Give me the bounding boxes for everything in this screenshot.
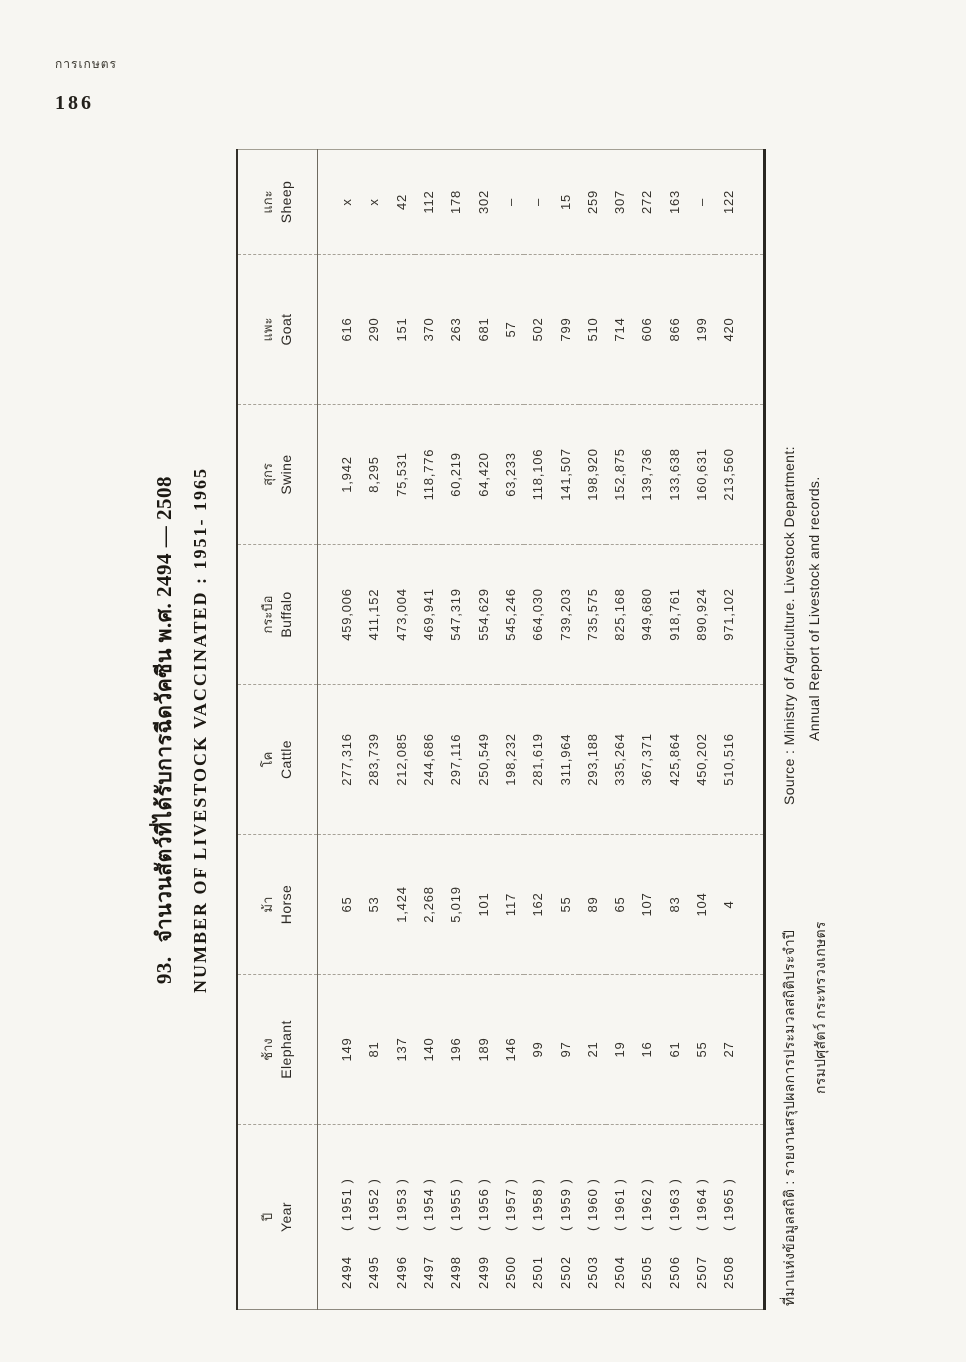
goat-value: 57 <box>497 255 524 405</box>
elephant-value: 16 <box>633 975 660 1125</box>
livestock-vaccination-table <box>236 149 766 1310</box>
column-header-year <box>237 1125 318 1310</box>
table-row-2504 <box>606 150 633 1310</box>
year-cell <box>633 1125 660 1310</box>
sheep-value: 15 <box>551 150 578 255</box>
goat-value: 616 <box>318 255 361 405</box>
year-gregorian: ( 1963 ) <box>666 1178 682 1231</box>
cattle-value: 510,516 <box>715 685 765 835</box>
cattle-value: 450,202 <box>688 685 715 835</box>
year-cell <box>715 1125 765 1310</box>
year-buddhist: 2500 <box>502 1256 518 1289</box>
year-buddhist: 2504 <box>612 1256 628 1289</box>
elephant-value: 140 <box>415 975 442 1125</box>
swine-value: 75,531 <box>388 405 415 545</box>
table-row-2507 <box>688 150 715 1310</box>
cattle-value: 244,686 <box>415 685 442 835</box>
buffalo-value: 411,152 <box>360 545 387 685</box>
horse-value: 107 <box>633 835 660 975</box>
column-header-thai: กระบือ <box>260 595 275 634</box>
cattle-value: 425,864 <box>661 685 688 835</box>
horse-value: 101 <box>469 835 496 975</box>
column-header-horse <box>237 835 318 975</box>
goat-value: 151 <box>388 255 415 405</box>
horse-value: 65 <box>606 835 633 975</box>
column-header-english: Horse <box>278 884 294 925</box>
cattle-value: 250,549 <box>469 685 496 835</box>
column-header-english: Buffalo <box>278 591 294 638</box>
column-header-buffalo <box>237 545 318 685</box>
elephant-value: 61 <box>661 975 688 1125</box>
cattle-value: 311,964 <box>551 685 578 835</box>
swine-value: 118,106 <box>524 405 551 545</box>
year-cell <box>579 1125 606 1310</box>
goat-value: 799 <box>551 255 578 405</box>
sheep-value: 178 <box>442 150 469 255</box>
sheep-value: – <box>688 150 715 255</box>
sheep-value: 272 <box>633 150 660 255</box>
year-gregorian: ( 1956 ) <box>475 1178 491 1231</box>
table-number: 93. <box>152 956 176 985</box>
goat-value: 714 <box>606 255 633 405</box>
horse-value: 1,424 <box>388 835 415 975</box>
goat-value: 370 <box>415 255 442 405</box>
table-footnotes <box>779 150 843 1310</box>
table-row-2496 <box>388 150 415 1310</box>
sheep-value: – <box>497 150 524 255</box>
column-header-thai: แกะ <box>260 190 275 214</box>
footnote-thai <box>779 921 832 1306</box>
year-gregorian: ( 1954 ) <box>421 1178 437 1231</box>
table-row-2505 <box>633 150 660 1310</box>
table-row-2502 <box>551 150 578 1310</box>
swine-value: 60,219 <box>442 405 469 545</box>
year-buddhist: 2496 <box>393 1256 409 1289</box>
buffalo-value: 918,761 <box>661 545 688 685</box>
year-cell <box>524 1125 551 1310</box>
column-header-thai: ช้าง <box>260 1038 275 1061</box>
goat-value: 866 <box>661 255 688 405</box>
buffalo-value: 735,575 <box>579 545 606 685</box>
column-header-thai: โค <box>260 751 275 768</box>
buffalo-value: 971,102 <box>715 545 765 685</box>
column-header-english: Elephant <box>278 1020 294 1079</box>
elephant-value: 149 <box>318 975 361 1125</box>
rotated-table-block <box>144 150 860 1310</box>
year-cell <box>551 1125 578 1310</box>
table-title-english: NUMBER OF LIVESTOCK VACCINATED : 1951- 1965 <box>190 466 210 994</box>
year-cell <box>688 1125 715 1310</box>
year-gregorian: ( 1960 ) <box>584 1178 600 1231</box>
source-label: Source : <box>781 749 798 805</box>
goat-value: 420 <box>715 255 765 405</box>
buffalo-value: 473,004 <box>388 545 415 685</box>
elephant-value: 196 <box>442 975 469 1125</box>
cattle-value: 281,619 <box>524 685 551 835</box>
buffalo-value: 739,203 <box>551 545 578 685</box>
source-line1: Ministry of Agriculture. Livestock Department: <box>781 446 798 746</box>
elephant-value: 19 <box>606 975 633 1125</box>
source-line2: Annual Report of Livestock and records. <box>806 476 823 741</box>
year-buddhist: 2501 <box>530 1256 546 1289</box>
buffalo-value: 890,924 <box>688 545 715 685</box>
column-header-thai: ม้า <box>260 896 275 913</box>
table-row-2499 <box>469 150 496 1310</box>
sheep-value: x <box>360 150 387 255</box>
cattle-value: 198,232 <box>497 685 524 835</box>
column-header-english: Sheep <box>278 180 294 224</box>
elephant-value: 97 <box>551 975 578 1125</box>
sheep-value: 42 <box>388 150 415 255</box>
sheep-value: – <box>524 150 551 255</box>
column-header-sheep <box>237 150 318 255</box>
column-header-thai: ปี <box>260 1212 275 1222</box>
sheep-value: x <box>318 150 361 255</box>
buffalo-value: 547,319 <box>442 545 469 685</box>
year-buddhist: 2503 <box>584 1256 600 1289</box>
elephant-value: 189 <box>469 975 496 1125</box>
cattle-value: 283,739 <box>360 685 387 835</box>
year-gregorian: ( 1964 ) <box>694 1178 709 1231</box>
table-row-2501 <box>524 150 551 1310</box>
sheep-value: 163 <box>661 150 688 255</box>
year-cell <box>442 1125 469 1310</box>
year-buddhist: 2506 <box>666 1256 682 1289</box>
table-titles <box>144 150 211 1310</box>
horse-value: 83 <box>661 835 688 975</box>
swine-value: 1,942 <box>318 405 361 545</box>
year-buddhist: 2507 <box>694 1256 709 1289</box>
year-gregorian: ( 1957 ) <box>502 1178 518 1231</box>
buffalo-value: 554,629 <box>469 545 496 685</box>
elephant-value: 81 <box>360 975 387 1125</box>
column-header-thai: แพะ <box>260 317 275 342</box>
year-buddhist: 2505 <box>639 1256 655 1289</box>
elephant-value: 21 <box>579 975 606 1125</box>
table-row-2503 <box>579 150 606 1310</box>
column-header-english: Year <box>278 1202 294 1232</box>
sheep-value: 112 <box>415 150 442 255</box>
horse-value: 2,268 <box>415 835 442 975</box>
year-buddhist: 2508 <box>721 1256 737 1289</box>
page-corner-labels <box>55 55 117 115</box>
swine-value: 141,507 <box>551 405 578 545</box>
swine-value: 152,875 <box>606 405 633 545</box>
year-buddhist: 2497 <box>421 1256 437 1289</box>
year-gregorian: ( 1959 ) <box>557 1178 573 1231</box>
table-body <box>318 150 765 1310</box>
table-title-thai <box>148 150 181 1310</box>
year-cell <box>661 1125 688 1310</box>
year-cell <box>415 1125 442 1310</box>
column-header-elephant <box>237 975 318 1125</box>
page-number: 186 <box>55 92 94 114</box>
table-title-thai-text: จำนวนสัตว์ที่ได้รับการฉีดวัคซีน พ.ศ. 2494 — 2508 <box>152 475 176 943</box>
year-cell <box>388 1125 415 1310</box>
year-gregorian: ( 1953 ) <box>393 1178 409 1231</box>
swine-value: 63,233 <box>497 405 524 545</box>
footnote-thai-line2: กรมปศุสัตว์ กระทรวงเกษตร <box>812 921 829 1094</box>
cattle-value: 367,371 <box>633 685 660 835</box>
swine-value: 198,920 <box>579 405 606 545</box>
year-buddhist: 2495 <box>366 1256 382 1289</box>
year-buddhist: 2498 <box>448 1256 464 1289</box>
year-cell <box>469 1125 496 1310</box>
goat-value: 502 <box>524 255 551 405</box>
sheep-value: 307 <box>606 150 633 255</box>
buffalo-value: 825,168 <box>606 545 633 685</box>
swine-value: 64,420 <box>469 405 496 545</box>
column-header-goat <box>237 255 318 405</box>
horse-value: 104 <box>688 835 715 975</box>
table-row-2506 <box>661 150 688 1310</box>
horse-value: 89 <box>579 835 606 975</box>
year-gregorian: ( 1955 ) <box>448 1178 464 1231</box>
year-buddhist: 2502 <box>557 1256 573 1289</box>
year-gregorian: ( 1951 ) <box>339 1178 355 1231</box>
goat-value: 510 <box>579 255 606 405</box>
cattle-value: 212,085 <box>388 685 415 835</box>
elephant-value: 137 <box>388 975 415 1125</box>
swine-value: 213,560 <box>715 405 765 545</box>
column-header-english: Swine <box>278 454 294 495</box>
year-buddhist: 2494 <box>339 1256 355 1289</box>
elephant-value: 146 <box>497 975 524 1125</box>
buffalo-value: 949,680 <box>633 545 660 685</box>
swine-value: 160,631 <box>688 405 715 545</box>
horse-value: 4 <box>715 835 765 975</box>
goat-value: 263 <box>442 255 469 405</box>
cattle-value: 335,264 <box>606 685 633 835</box>
table-row-2495 <box>360 150 387 1310</box>
horse-value: 53 <box>360 835 387 975</box>
table-row-2498 <box>442 150 469 1310</box>
elephant-value: 99 <box>524 975 551 1125</box>
horse-value: 5,019 <box>442 835 469 975</box>
column-header-thai: สุกร <box>260 463 275 486</box>
swine-value: 8,295 <box>360 405 387 545</box>
cattle-value: 293,188 <box>579 685 606 835</box>
elephant-value: 27 <box>715 975 765 1125</box>
swine-value: 118,776 <box>415 405 442 545</box>
table-row-2508 <box>715 150 765 1310</box>
buffalo-value: 545,246 <box>497 545 524 685</box>
horse-value: 65 <box>318 835 361 975</box>
year-gregorian: ( 1961 ) <box>612 1178 628 1231</box>
table-row-2497 <box>415 150 442 1310</box>
swine-value: 139,736 <box>633 405 660 545</box>
column-header-cattle <box>237 685 318 835</box>
year-gregorian: ( 1965 ) <box>721 1178 737 1231</box>
cattle-value: 297,116 <box>442 685 469 835</box>
sheep-value: 259 <box>579 150 606 255</box>
goat-value: 290 <box>360 255 387 405</box>
footnote-thai-label: ที่มาแห่งข้อมูลสถิติ : <box>781 1180 798 1306</box>
sheep-value: 302 <box>469 150 496 255</box>
column-header-english: Cattle <box>278 740 294 779</box>
year-cell <box>318 1125 361 1310</box>
horse-value: 117 <box>497 835 524 975</box>
year-cell <box>497 1125 524 1310</box>
horse-value: 162 <box>524 835 551 975</box>
column-header-swine <box>237 405 318 545</box>
column-header-english: Goat <box>278 313 294 346</box>
year-gregorian: ( 1958 ) <box>530 1178 546 1231</box>
year-gregorian: ( 1962 ) <box>639 1178 655 1231</box>
horse-value: 55 <box>551 835 578 975</box>
year-cell <box>360 1125 387 1310</box>
section-label-thai: การเกษตร <box>55 57 117 71</box>
goat-value: 606 <box>633 255 660 405</box>
buffalo-value: 459,006 <box>318 545 361 685</box>
year-cell <box>606 1125 633 1310</box>
table-row-2494 <box>318 150 361 1310</box>
goat-value: 681 <box>469 255 496 405</box>
elephant-value: 55 <box>688 975 715 1125</box>
year-buddhist: 2499 <box>475 1256 491 1289</box>
year-gregorian: ( 1952 ) <box>366 1178 382 1231</box>
buffalo-value: 469,941 <box>415 545 442 685</box>
table-header <box>237 150 318 1310</box>
buffalo-value: 664,030 <box>524 545 551 685</box>
cattle-value: 277,316 <box>318 685 361 835</box>
sheep-value: 122 <box>715 150 765 255</box>
swine-value: 133,638 <box>661 405 688 545</box>
source-note <box>781 446 822 805</box>
goat-value: 199 <box>688 255 715 405</box>
table-row-2500 <box>497 150 524 1310</box>
footnote-thai-line1: รายงานสรุปผลการประมวลสถิติประจำปี <box>781 929 798 1177</box>
